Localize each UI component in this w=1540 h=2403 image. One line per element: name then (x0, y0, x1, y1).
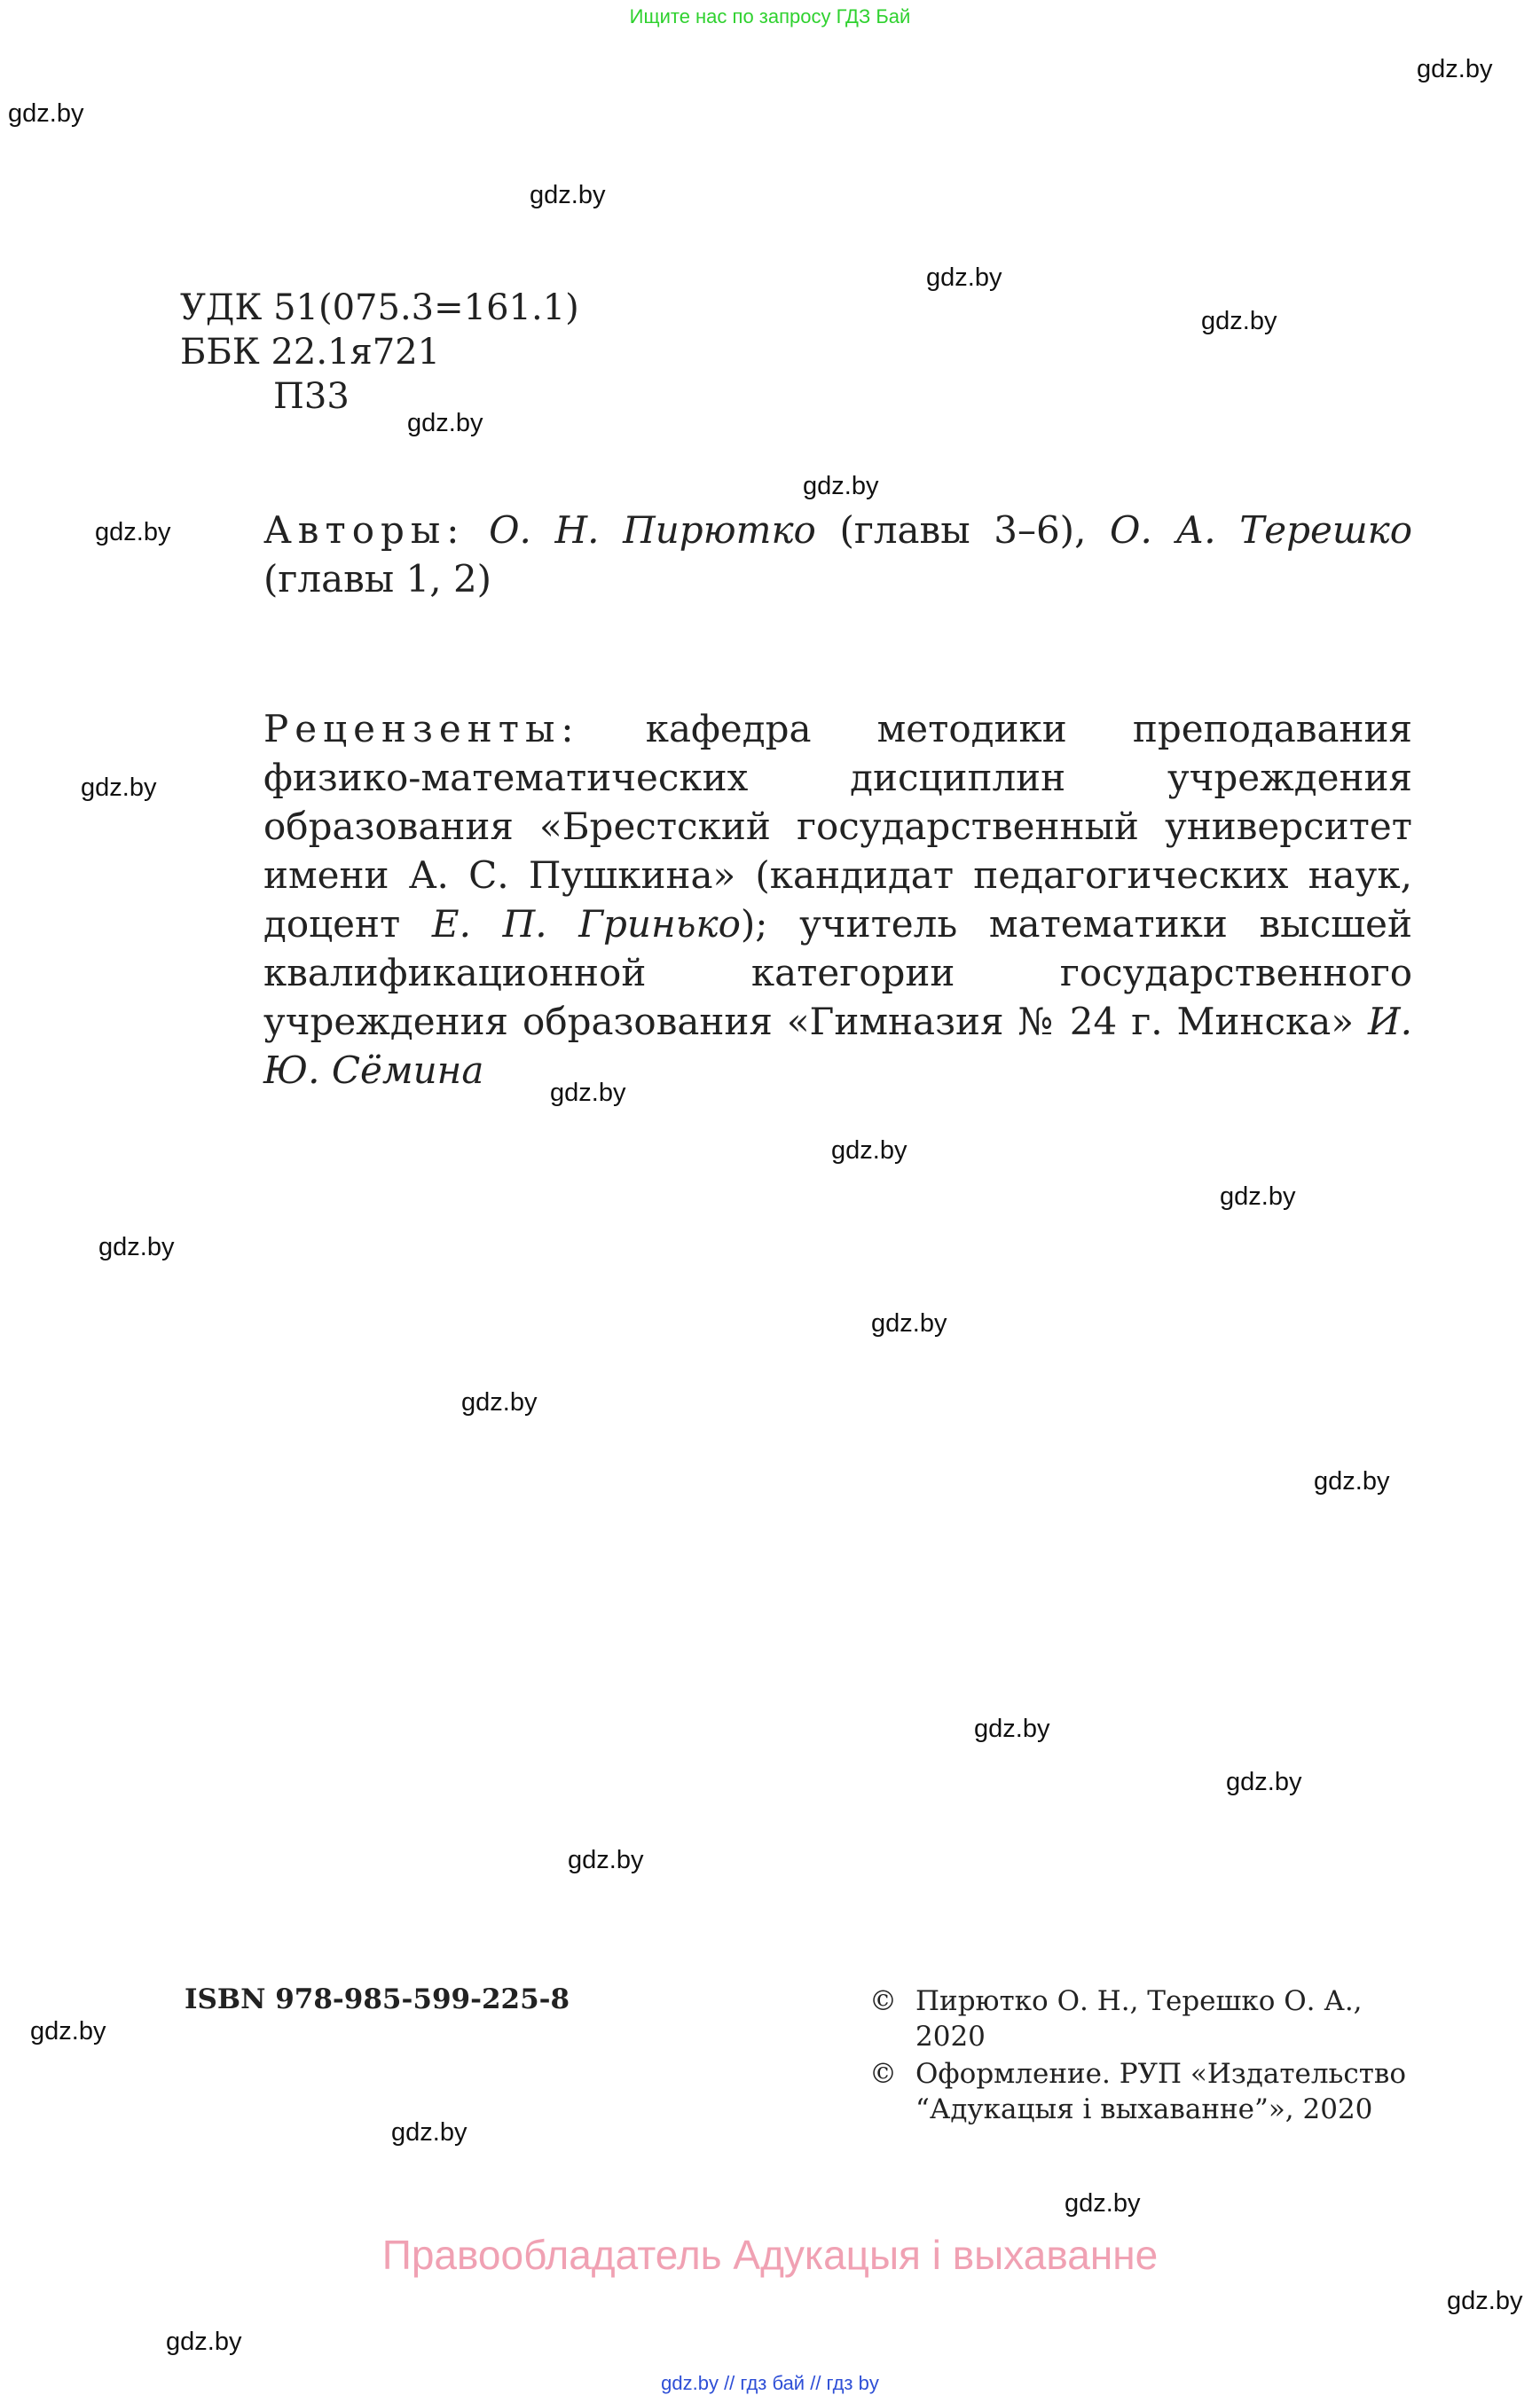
copyright-row (869, 2056, 1437, 2127)
author-name: О. А. Терешко (1110, 508, 1412, 552)
watermark: gdz.by (81, 774, 157, 802)
watermark: gdz.by (166, 2328, 242, 2356)
watermark: gdz.by (1314, 1467, 1390, 1496)
watermark: gdz.by (974, 1715, 1050, 1743)
watermark: gdz.by (568, 1846, 644, 1874)
watermark: gdz.by (1220, 1182, 1296, 1211)
footer-links[interactable]: gdz.by // гдз бай // гдз by (661, 2372, 879, 2394)
watermark: gdz.by (391, 2118, 468, 2147)
watermark: gdz.by (30, 2017, 106, 2046)
udk-line: УДК 51(075.3=161.1) (180, 287, 579, 328)
watermark: gdz.by (831, 1136, 908, 1165)
top-banner[interactable]: Ищите нас по запросу ГДЗ Бай (629, 5, 911, 27)
rights-holder: Правообладатель Адукацыя і выхаванне (381, 2232, 1159, 2278)
copyright-block (869, 1983, 1437, 2129)
watermark: gdz.by (530, 181, 606, 209)
reviewers-label: Рецензенты: (263, 707, 580, 750)
authors-paragraph (263, 506, 1412, 603)
watermark: gdz.by (550, 1079, 626, 1107)
watermark: gdz.by (1201, 307, 1277, 335)
watermark: gdz.by (1417, 55, 1493, 83)
copyright-text: Пирютко О. Н., Терешко О. А., 2020 (915, 1985, 1363, 2053)
watermark: gdz.by (8, 99, 84, 128)
watermark: gdz.by (407, 409, 483, 437)
bbk-line: ББК 22.1я721 (180, 332, 441, 373)
copyright-row (869, 1983, 1437, 2054)
watermark: gdz.by (98, 1233, 175, 1261)
copyright-text: Оформление. РУП «Издательство “Адукацыя і выхаванне”», 2020 (915, 2058, 1407, 2125)
author-chapters: (главы 3–6), (839, 508, 1087, 552)
isbn: ISBN 978-985-599-225-8 (185, 1983, 570, 2015)
watermark: gdz.by (1065, 2189, 1141, 2218)
watermark: gdz.by (461, 1388, 538, 1417)
reviewers-text: ); учитель математики высшей квалификационной категории государственного учреждения образования «Гимназия № 24 г. Минска» (263, 902, 1412, 1043)
reviewers-text: кафедра методики преподавания физико-математических дисциплин учреждения образования «Брестский государственный университет имени А. С. Пушкина» (кандидат педагогических наук, доцент (263, 707, 1412, 946)
watermark: gdz.by (871, 1309, 947, 1338)
reviewers-paragraph (263, 704, 1412, 1095)
udk-block (180, 286, 579, 419)
watermark: gdz.by (95, 518, 171, 546)
author-name: О. Н. Пирютко (489, 508, 816, 552)
copyright-symbol: © (869, 1985, 897, 2017)
author-chapters: (главы 1, 2) (263, 557, 492, 601)
watermark: gdz.by (926, 263, 1002, 292)
watermark: gdz.by (803, 472, 879, 500)
reviewer-name: И. Ю. Сёмина (263, 1000, 1412, 1092)
watermark: gdz.by (1447, 2287, 1523, 2315)
copyright-symbol: © (869, 2058, 897, 2090)
authors-label: Авторы: (263, 508, 466, 552)
author-mark: П33 (273, 376, 350, 417)
watermark: gdz.by (1226, 1768, 1302, 1796)
reviewer-name: Е. П. Гринько (431, 902, 741, 946)
